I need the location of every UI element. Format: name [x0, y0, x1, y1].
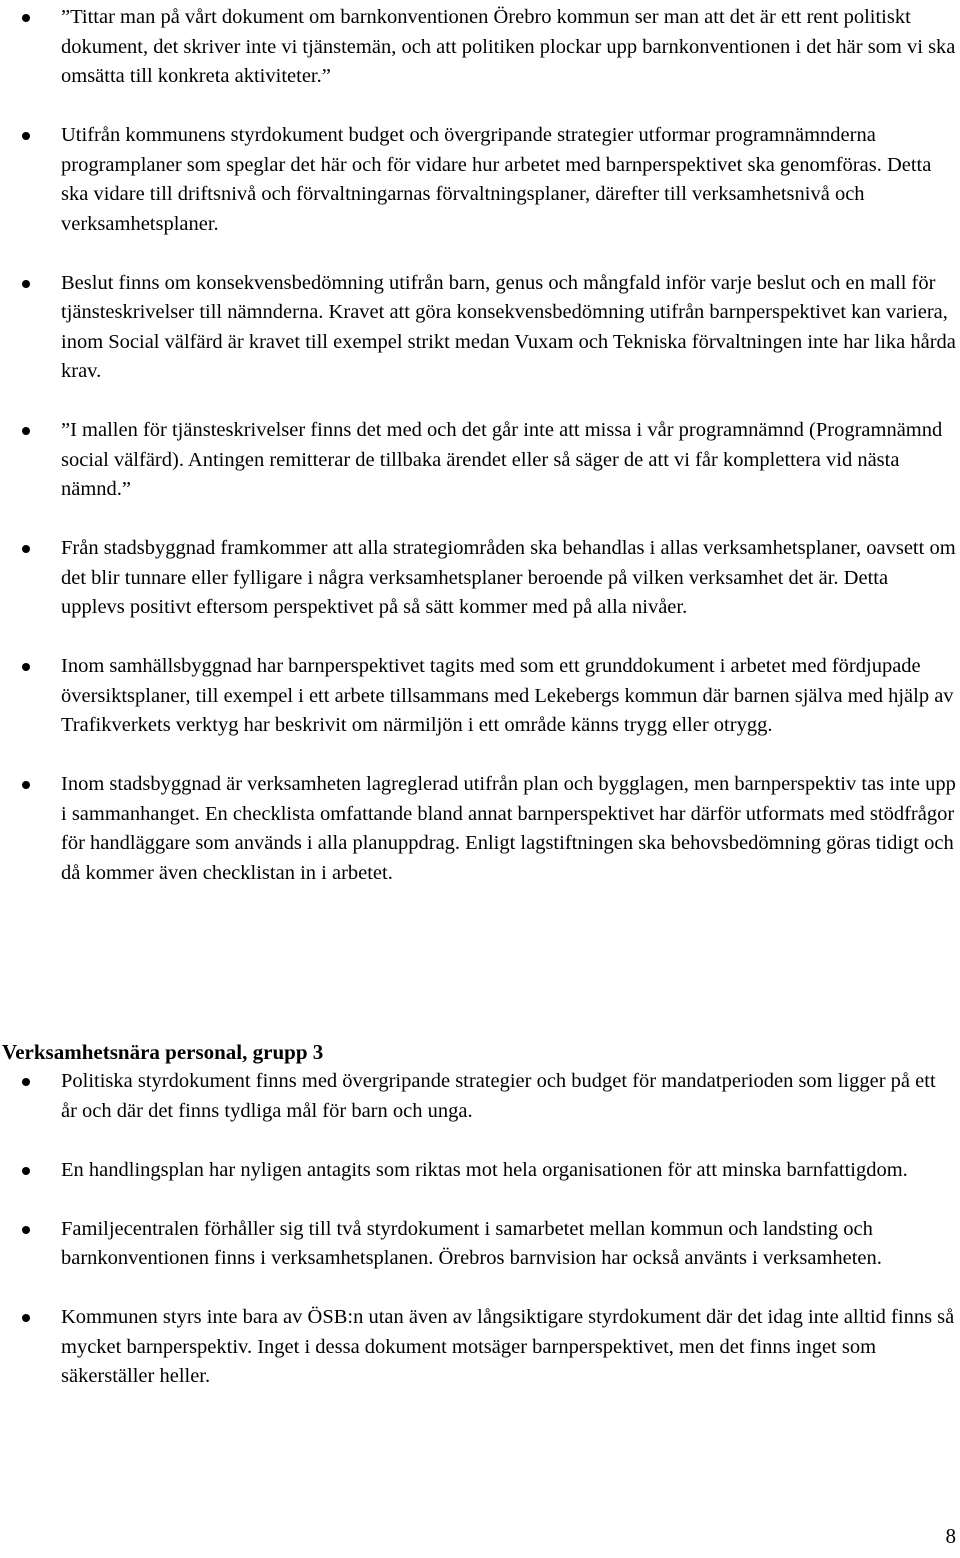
- bullet-icon: [22, 1226, 30, 1234]
- list-item-text: Kommunen styrs inte bara av ÖSB:n utan även av långsiktigare styrdokument där det idag inte alltid finns så mycket barnperspektiv. Inget i dessa dokument motsäger barnperspektivet, men det finns inget som säkerställer heller.: [61, 1306, 955, 1387]
- list-item-text: ”I mallen för tjänsteskrivelser finns det med och det går inte att missa i vår programnämnd (Programnämnd social välfärd). Antingen remitterar de tillbaka ärendet eller så säger de att vi får komplettera vid nästa nämnd.”: [61, 419, 943, 500]
- list-item-text: Politiska styrdokument finns med övergripande strategier och budget för mandatperioden som ligger på ett år och där det finns tydliga mål för barn och unga.: [61, 1070, 936, 1122]
- bullet-list-group-2: [0, 3, 960, 888]
- page-number: 8: [945, 1524, 956, 1548]
- bullet-icon: [22, 132, 30, 140]
- list-item: [0, 1156, 960, 1186]
- bullet-icon: [22, 280, 30, 288]
- bullet-icon: [22, 1167, 30, 1175]
- list-item: [0, 534, 960, 623]
- bullet-icon: [22, 1078, 30, 1086]
- list-item-text: Inom stadsbyggnad är verksamheten lagreglerad utifrån plan och bygglagen, men barnperspektiv tas inte upp i sammanhanget. En checklista omfattande bland annat barnperspektivet har därför utformats med stödfrågor för handläggare som används i alla planuppdrag. Enligt lagstiftningen ska behovsbedömning göras tidigt och då kommer även checklistan in i arbetet.: [61, 773, 956, 884]
- list-item: [0, 416, 960, 505]
- list-item-text: ”Tittar man på vårt dokument om barnkonventionen Örebro kommun ser man att det är ett rent politiskt dokument, det skriver inte vi tjänstemän, och att politiken plockar upp barnkonventionen i det här som vi ska omsätta till konkreta aktiviteter.”: [61, 6, 956, 87]
- bullet-icon: [22, 545, 30, 553]
- list-item: [0, 1303, 960, 1392]
- list-item: [0, 3, 960, 92]
- bullet-icon: [22, 427, 30, 435]
- bullet-icon: [22, 14, 30, 22]
- list-item-text: Familjecentralen förhåller sig till två styrdokument i samarbetet mellan kommun och landsting och barnkonventionen finns i verksamhetsplanen. Örebros barnvision har också använts i verksamheten.: [61, 1217, 882, 1269]
- list-item: [0, 652, 960, 741]
- list-item-text: Beslut finns om konsekvensbedömning utifrån barn, genus och mångfald inför varje beslut och en mall för tjänsteskrivelser till nämnderna. Kravet att göra konsekvensbedömning utifrån barnperspektivet kan variera, inom Social välfärd är kravet till exempel strikt medan Vuxam och Tekniska förvaltningen inte har lika hårda krav.: [61, 271, 956, 382]
- list-item: [0, 770, 960, 888]
- list-item: [0, 1067, 960, 1126]
- list-item-text: Från stadsbyggnad framkommer att alla strategiområden ska behandlas i allas verksamhetsplaner, oavsett om det blir tunnare eller fylligare i några verksamhetsplaner beroende på vilken verksamhet det är. Detta upplevs positivt eftersom perspektivet på så sätt kommer med på alla nivåer.: [61, 537, 956, 618]
- section-heading: Verksamhetsnära personal, grupp 3: [2, 1040, 324, 1064]
- bullet-icon: [22, 663, 30, 671]
- list-item: [0, 269, 960, 387]
- list-item: [0, 121, 960, 239]
- list-item-text: Utifrån kommunens styrdokument budget och övergripande strategier utformar programnämnderna programplaner som speglar det här och för vidare hur arbetet med barnperspektivet ska genomföras. Detta ska vidare till driftsnivå och förvaltningarnas förvaltningsplaner, därefter till verksamhetsnivå och verksamhetsplaner.: [61, 124, 932, 235]
- bullet-list-group-3: [0, 1067, 960, 1392]
- list-item-text: Inom samhällsbyggnad har barnperspektivet tagits med som ett grunddokument i arbetet med fördjupade översiktsplaner, till exempel i ett arbete tillsammans med Lekebergs kommun där barnen själva med hjälp av Trafikverkets verktyg har beskrivit om närmiljön i ett område känns trygg eller otrygg.: [61, 655, 954, 736]
- bullet-icon: [22, 781, 30, 789]
- list-item: [0, 1215, 960, 1274]
- list-item-text: En handlingsplan har nyligen antagits som riktas mot hela organisationen för att minska barnfattigdom.: [61, 1158, 908, 1181]
- bullet-icon: [22, 1314, 30, 1322]
